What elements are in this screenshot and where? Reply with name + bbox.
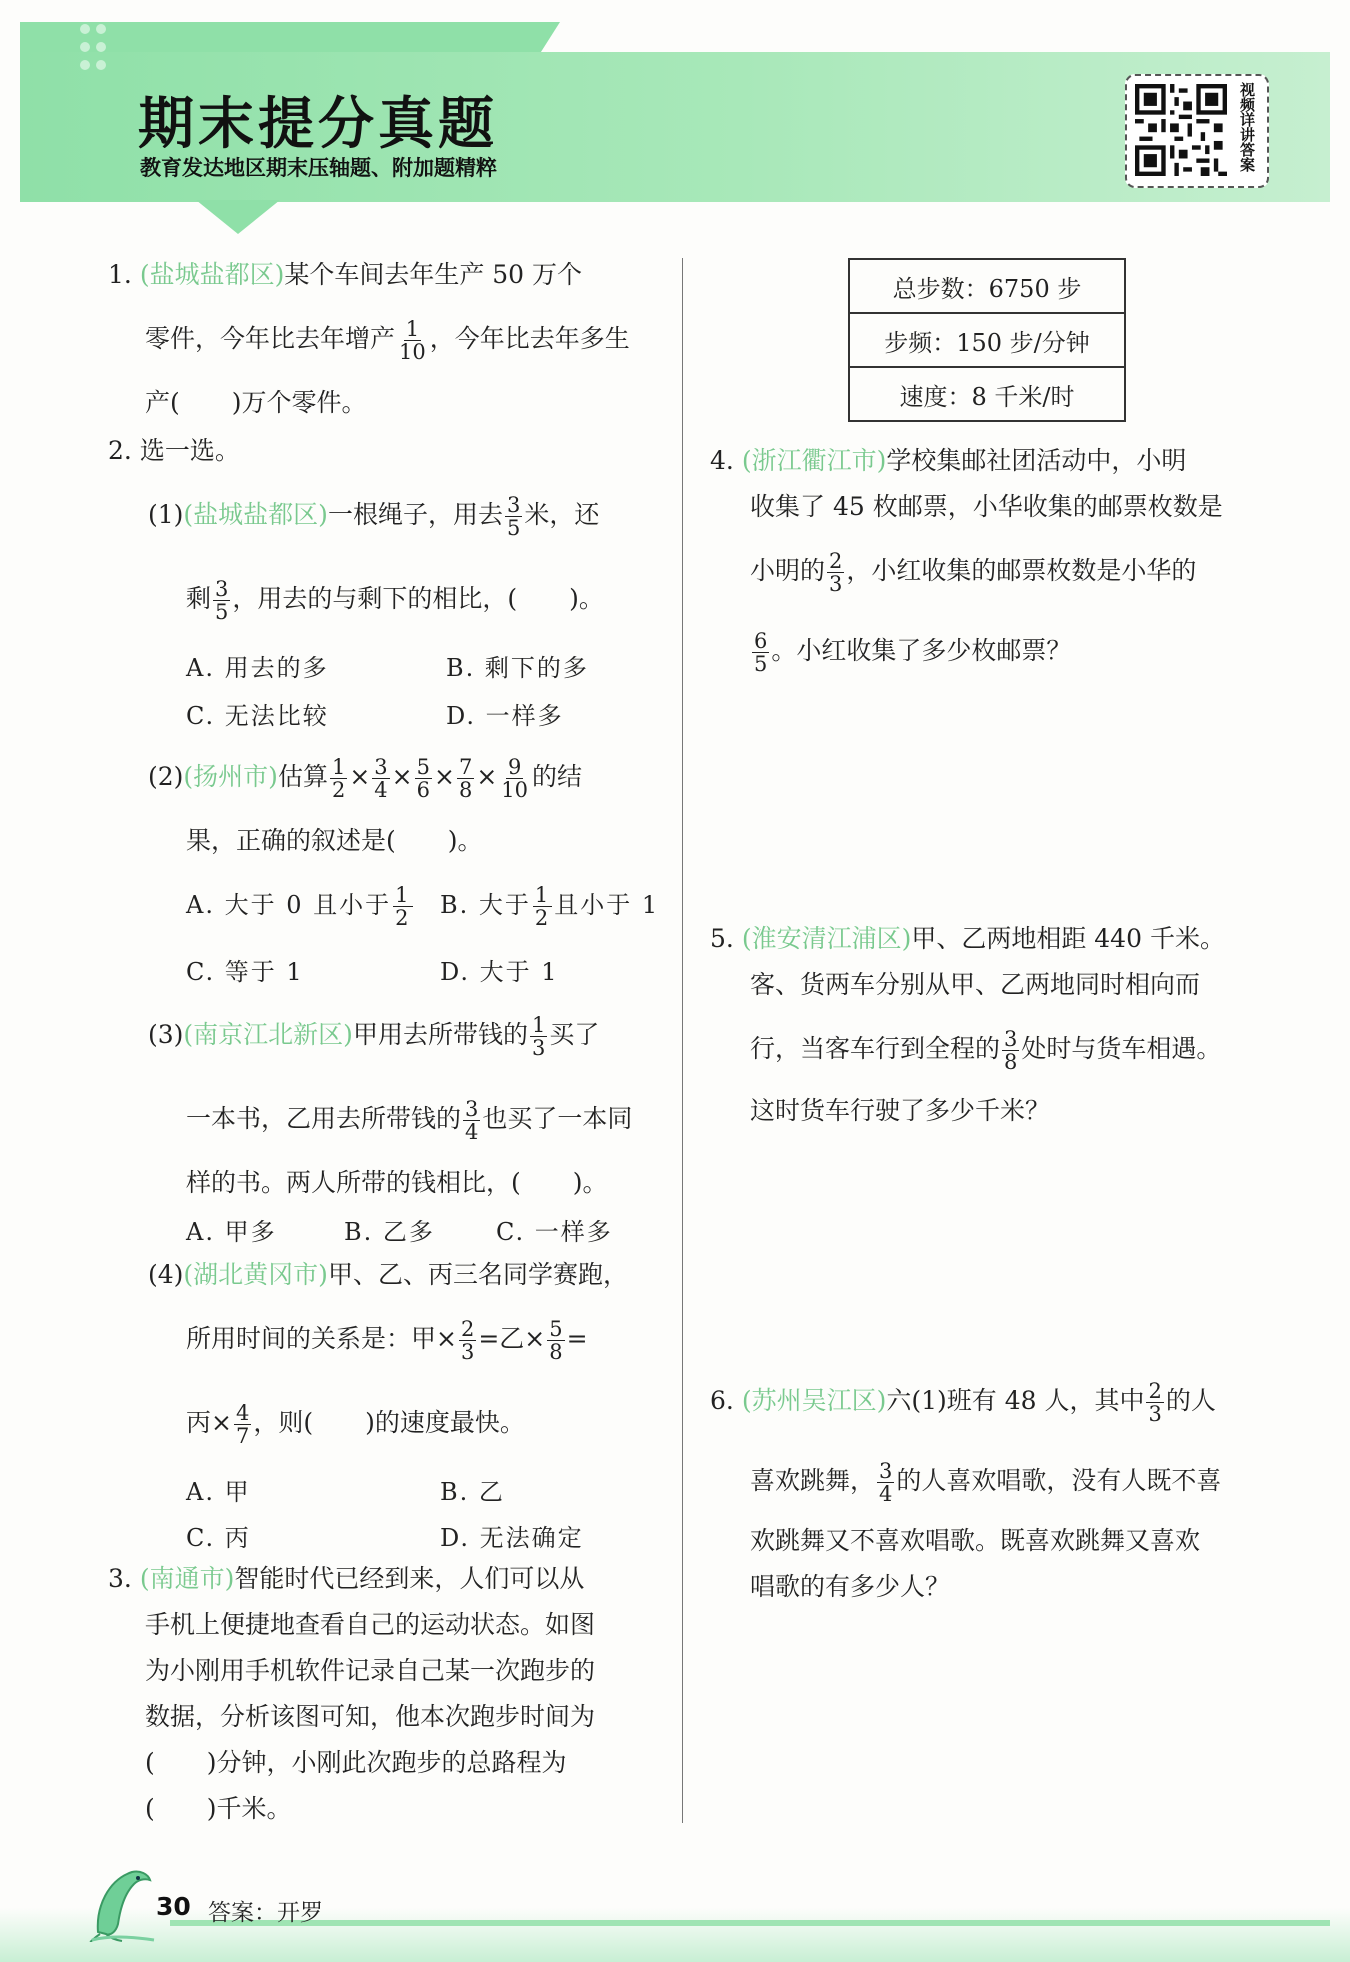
q3-line2: 手机上便捷地查看自己的运动状态。如图 xyxy=(145,1610,596,1639)
q6-text: 六(1)班有 48 人，其中 xyxy=(886,1386,1145,1415)
q3-line4: 数据，分析该图可知，他本次跑步时间为 xyxy=(145,1702,596,1731)
fraction: $\frac{7}{8}$ xyxy=(458,755,473,802)
q1-text: )万个零件。 xyxy=(231,388,367,417)
q6-number: 6. xyxy=(710,1386,734,1415)
q2-1-text: 米，还 xyxy=(524,500,600,529)
fraction: $\frac{3}{8}$ xyxy=(1004,1027,1018,1074)
q4-text: 。小红收集了多少枚邮票？ xyxy=(771,636,1072,665)
q2-1-option-c[interactable]: C. 无法比较 xyxy=(186,702,329,730)
q2-1-option-d[interactable]: D. 一样多 xyxy=(446,702,564,730)
q2-2-option-a[interactable]: A. 大于 0 且小于 $\frac{1}{2}$ xyxy=(186,883,411,930)
q4-line1 xyxy=(710,438,1186,484)
q2-1-text: 剩 xyxy=(186,584,212,613)
q2-4-line2 xyxy=(186,1316,588,1363)
fraction: $\frac{5}{6}$ xyxy=(416,755,430,802)
q4-line2: 收集了 45 枚邮票，小华收集的邮票枚数是 xyxy=(750,492,1223,521)
q5-line1 xyxy=(710,916,1225,962)
q2-2-line1 xyxy=(148,754,582,801)
q2-4-text: 所用时间的关系是：甲× xyxy=(186,1324,457,1353)
q2-3-line3 xyxy=(186,1160,608,1206)
fraction: $\frac{3}{4}$ xyxy=(374,755,388,802)
q2-2-source: (扬州市) xyxy=(183,762,278,791)
q4-number: 4. xyxy=(710,446,734,475)
q2-2-line2 xyxy=(186,818,483,864)
q1-source: (盐城盐都区) xyxy=(139,260,285,289)
q2-3-text: 买了 xyxy=(549,1020,600,1049)
page-number: 30 xyxy=(156,1892,191,1921)
q2-3-option-b[interactable]: B. 乙多 xyxy=(344,1218,435,1246)
q5-text: 行，当客车行到全程的 xyxy=(750,1034,1001,1063)
qr-code-box[interactable] xyxy=(1125,74,1269,188)
q2-1-text: ，用去的与剩下的相比，( xyxy=(232,584,518,613)
fraction: $\frac{5}{8}$ xyxy=(549,1317,563,1364)
q5-line4: 这时货车行驶了多少千米？ xyxy=(750,1096,1051,1125)
fraction: $\frac{9}{10}$ xyxy=(501,755,528,802)
q3-text: ( xyxy=(145,1794,155,1823)
q3-text: ( xyxy=(145,1748,155,1777)
q2-3-text: 样的书。两人所带的钱相比，( xyxy=(186,1168,521,1197)
q2-2-text: 果，正确的叙述是( xyxy=(186,826,396,855)
answer-key: 答案：开罗 xyxy=(208,1900,323,1926)
q2-2-option-b[interactable]: B. 大于 $\frac{1}{2}$ 且小于 1 xyxy=(440,883,660,930)
times-sign: × xyxy=(391,762,413,791)
q2-4-source: (湖北黄冈市) xyxy=(183,1260,328,1289)
q6-line3: 欢跳舞又不喜欢唱歌。既喜欢跳舞又喜欢 xyxy=(750,1526,1201,1555)
q1-number: 1. xyxy=(108,260,132,289)
fraction: $\frac{1}{2}$ xyxy=(395,883,411,930)
q4-line3 xyxy=(750,548,1196,595)
sub-index: (4) xyxy=(148,1260,184,1289)
q2-4-text: =乙× xyxy=(478,1324,546,1353)
q6-text: 喜欢跳舞， xyxy=(750,1466,876,1495)
q2-3-text: )。 xyxy=(572,1168,608,1197)
stats-row-total-steps: 总步数：6750 步 xyxy=(849,259,1125,313)
q2-2-option-d[interactable]: D. 大于 1 xyxy=(440,958,559,986)
q2-1-text: 一根绳子，用去 xyxy=(327,500,503,529)
q6-source: (苏州吴江区) xyxy=(741,1386,887,1415)
header-pointer xyxy=(196,200,280,234)
q5-number: 5. xyxy=(710,924,734,953)
q2-4-option-a[interactable]: A. 甲 xyxy=(186,1478,251,1506)
q2-4-option-c[interactable]: C. 丙 xyxy=(186,1524,251,1552)
q2-4-text: = xyxy=(566,1324,588,1353)
q3-line1 xyxy=(108,1556,584,1602)
q4-text: 学校集邮社团活动中，小明 xyxy=(886,446,1187,475)
q3-text: )分钟，小刚此次跑步的总路程为 xyxy=(206,1748,567,1777)
q5-text: 处时与货车相遇。 xyxy=(1021,1034,1222,1063)
q2-3-text: 也买了一本同 xyxy=(482,1104,633,1133)
fraction: $\frac{3}{5}$ xyxy=(215,577,229,624)
q4-text: ，小红收集的邮票枚数是小华的 xyxy=(846,556,1197,585)
times-sign: × xyxy=(433,762,455,791)
q3-text: 智能时代已经到来，人们可以从 xyxy=(234,1564,585,1593)
q2-label: 选一选。 xyxy=(139,436,240,465)
fraction: $\frac{3}{4}$ xyxy=(879,1459,893,1506)
q6-line2 xyxy=(750,1458,1221,1505)
fraction: $\frac{1}{10}$ xyxy=(399,317,426,364)
stats-row-cadence: 步频：150 步/分钟 xyxy=(849,313,1125,367)
q2-3-option-c[interactable]: C. 一样多 xyxy=(496,1218,613,1246)
q3-line6 xyxy=(145,1786,292,1832)
q1-line1 xyxy=(108,252,582,298)
q2-3-line1 xyxy=(148,1012,599,1059)
q2-2-option-c[interactable]: C. 等于 1 xyxy=(186,958,304,986)
stats-row-speed: 速度：8 千米/时 xyxy=(849,367,1125,421)
sub-index: (1) xyxy=(148,500,184,529)
fraction: $\frac{2}{3}$ xyxy=(460,1317,475,1364)
q3-line3: 为小刚用手机软件记录自己某一次跑步的 xyxy=(145,1656,596,1685)
q1-text: 某个车间去年生产 50 万个 xyxy=(284,260,583,289)
q5-line2: 客、货两车分别从甲、乙两地同时相向而 xyxy=(750,970,1201,999)
column-divider xyxy=(682,258,683,1823)
q5-source: (淮安清江浦区) xyxy=(741,924,912,953)
q3-line5 xyxy=(145,1740,567,1786)
q2-4-line3 xyxy=(186,1400,525,1447)
q2-4-option-b[interactable]: B. 乙 xyxy=(440,1478,505,1506)
fraction: $\frac{4}{7}$ xyxy=(235,1401,250,1448)
q4-line4 xyxy=(750,628,1071,675)
times-sign: × xyxy=(349,762,371,791)
qr-label: 视频详讲答案 xyxy=(1238,82,1256,172)
fraction: $\frac{3}{4}$ xyxy=(465,1097,479,1144)
q2-header xyxy=(108,428,240,474)
q2-3-text: 甲用去所带钱的 xyxy=(352,1020,528,1049)
q2-3-source: (南京江北新区) xyxy=(183,1020,353,1049)
q2-1-line2 xyxy=(186,576,604,623)
q1-text: 产( xyxy=(145,388,180,417)
footer-line xyxy=(170,1920,1330,1926)
q2-3-text: 一本书，乙用去所带钱的 xyxy=(186,1104,462,1133)
q1-text: 零件，今年比去年增产 xyxy=(145,324,396,353)
fraction: $\frac{3}{5}$ xyxy=(506,493,521,540)
page-title: 期末提分真题 xyxy=(138,92,498,157)
q2-4-text: )的速度最快。 xyxy=(365,1408,525,1437)
q5-text: 甲、乙两地相距 440 千米。 xyxy=(911,924,1225,953)
q6-text: 的人喜欢唱歌，没有人既不喜 xyxy=(896,1466,1222,1495)
q2-number: 2. xyxy=(108,436,132,465)
q2-4-line1 xyxy=(148,1252,628,1298)
q2-1-line1 xyxy=(148,492,599,539)
q2-2-text: 估算 xyxy=(277,762,328,791)
fraction: $\frac{6}{5}$ xyxy=(754,629,768,676)
decorative-dots xyxy=(80,24,120,84)
q1-line2 xyxy=(145,316,630,363)
q2-3-line2 xyxy=(186,1096,632,1143)
page-subtitle: 教育发达地区期末压轴题、附加题精粹 xyxy=(140,156,497,180)
footer-band xyxy=(0,1908,1350,1962)
q5-line3 xyxy=(750,1026,1221,1073)
q4-text: 小明的 xyxy=(750,556,826,585)
sub-index: (3) xyxy=(148,1020,184,1049)
fraction: $\frac{2}{3}$ xyxy=(829,549,843,596)
q4-source: (浙江衢江市) xyxy=(741,446,887,475)
q2-4-text: ，则( xyxy=(253,1408,314,1437)
q1-line3 xyxy=(145,380,367,426)
q2-1-text: )。 xyxy=(569,584,604,613)
q2-2-text: )。 xyxy=(447,826,483,855)
q3-source: (南通市) xyxy=(139,1564,235,1593)
q2-1-option-b[interactable]: B. 剩下的多 xyxy=(446,654,589,682)
q2-3-option-a[interactable]: A. 甲多 xyxy=(186,1218,277,1246)
q6-text: 的人 xyxy=(1165,1386,1216,1415)
fraction: $\frac{1}{3}$ xyxy=(531,1013,546,1060)
q3-number: 3. xyxy=(108,1564,132,1593)
q6-line4: 唱歌的有多少人？ xyxy=(750,1572,951,1601)
running-stats-table xyxy=(848,258,1126,422)
q2-4-text: 丙× xyxy=(186,1408,232,1437)
q2-1-option-a[interactable]: A. 用去的多 xyxy=(186,654,329,682)
q3-text: )千米。 xyxy=(206,1794,292,1823)
fraction: $\frac{2}{3}$ xyxy=(1148,1379,1162,1426)
q1-text: ，今年比去年多生 xyxy=(429,324,630,353)
q2-2-text: 的结 xyxy=(532,762,583,791)
q2-4-text: 甲、乙、丙三名同学赛跑， xyxy=(327,1260,628,1289)
fraction: $\frac{1}{2}$ xyxy=(331,755,346,802)
q2-4-option-d[interactable]: D. 无法确定 xyxy=(440,1524,584,1552)
sub-index: (2) xyxy=(148,762,184,791)
qr-code-icon[interactable] xyxy=(1135,84,1227,176)
times-sign: × xyxy=(476,762,498,791)
dolphin-icon xyxy=(88,1862,156,1942)
q2-1-source: (盐城盐都区) xyxy=(183,500,328,529)
fraction: $\frac{1}{2}$ xyxy=(534,883,551,930)
q6-line1 xyxy=(710,1378,1216,1425)
